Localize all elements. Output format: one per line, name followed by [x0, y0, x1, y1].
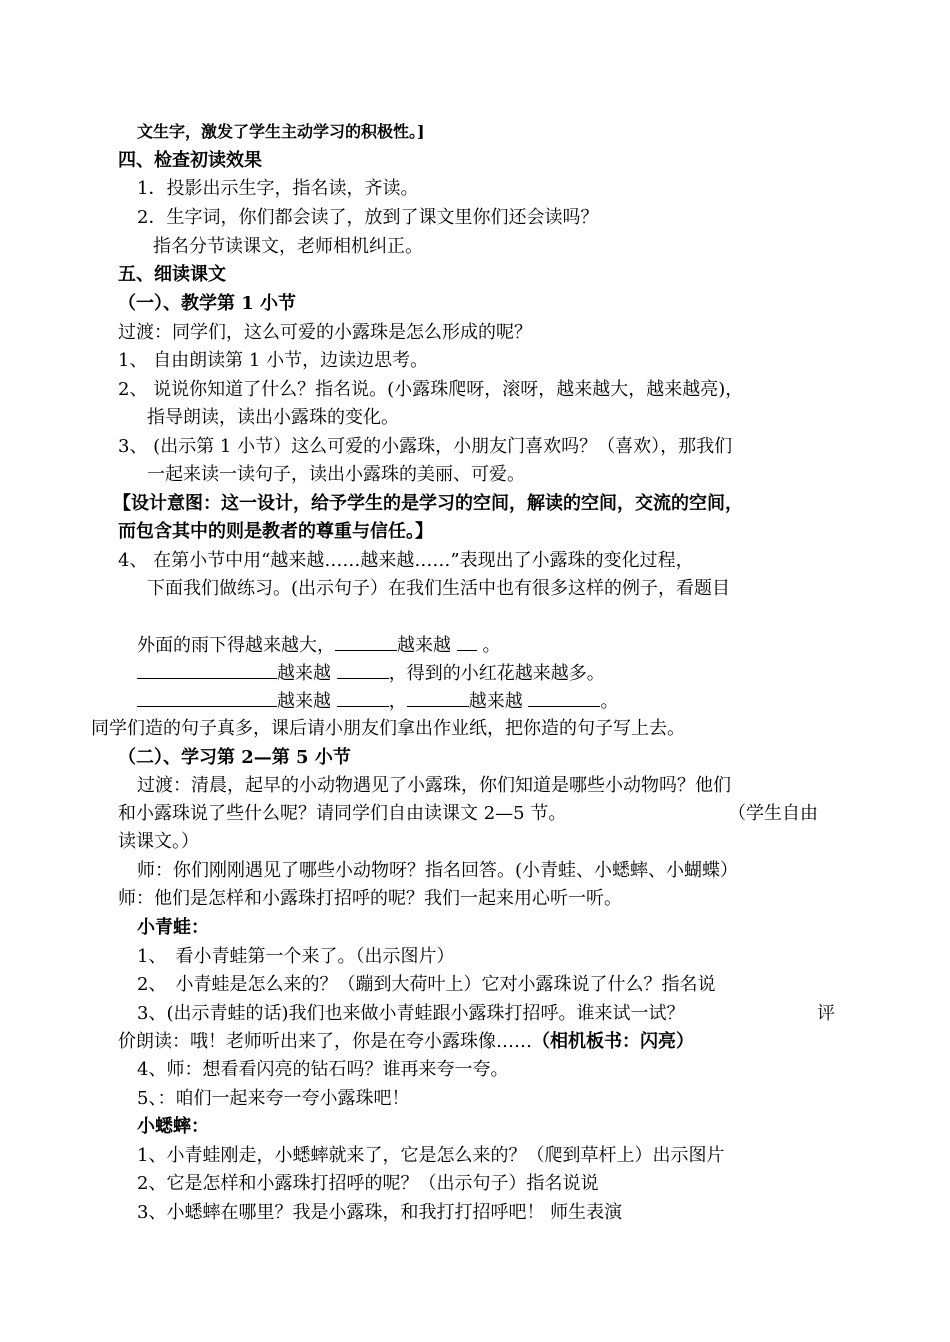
- step-text: 一起来读一读句子，读出小露珠的美丽、可爱。: [147, 464, 525, 485]
- step-text: 4、师：想看看闪亮的钻石吗？谁再来夸一夸。: [137, 1059, 509, 1080]
- teacher-text: 师：他们是怎样和小露珠打招呼的呢？我们一起来用心听一听。: [118, 888, 622, 909]
- subsection-heading-1: （一）、教学第 1 小节: [118, 293, 297, 314]
- exercise-text: 越来越: [397, 635, 451, 656]
- fill-blank: [137, 660, 277, 679]
- step-text: 5、：咱们一起来夸一夸小露珠吧！: [137, 1088, 410, 1109]
- step-text: 指导朗读，读出小露珠的变化。: [147, 407, 399, 428]
- step-text: 3、小蟋蟀在哪里？我是小露珠，和我打打招呼吧！ 师生表演: [137, 1202, 623, 1223]
- fill-blank: [335, 632, 397, 651]
- step-text: 1、 看小青蛙第一个来了。（出示图片）: [137, 946, 455, 967]
- design-intent-note: 【设计意图：这一设计，给予学生的是学习的空间，解读的空间，交流的空间，: [113, 493, 743, 514]
- exercise-text: 越来越: [468, 691, 523, 712]
- fill-blank: [528, 688, 600, 707]
- fill-blank: [407, 688, 469, 707]
- fill-blank: [137, 688, 277, 707]
- teacher-text: 师：你们刚刚遇见了哪些小动物呀？指名回答。(小青蛙、小蟋蟀、小蝴蝶）: [137, 860, 739, 881]
- step-text: 指名分节读课文，老师相机纠正。: [153, 236, 423, 257]
- fill-blank: [457, 632, 477, 651]
- summary-text: 同学们造的句子真多，课后请小朋友们拿出作业纸，把你造的句子写上去。: [91, 718, 685, 739]
- transition-text-tail: （学生自由: [728, 803, 818, 824]
- exercise-sentence-2: [137, 660, 605, 686]
- step-text: 2、 说说你知道了什么？指名说。(小露珠爬呀，滚呀，越来越大，越来越亮)，: [118, 379, 744, 400]
- exercise-sentence-3: [137, 688, 618, 714]
- step-text: 4、 在第小节中用“越来越……越来越……”表现出了小露珠的变化过程，: [118, 550, 694, 571]
- exercise-text: 。: [600, 691, 619, 712]
- transition-text: 和小露珠说了些什么呢？请同学们自由读课文 2—5 节。: [118, 803, 567, 824]
- animal-heading-cricket: 小蟋蟀：: [137, 1116, 209, 1137]
- exercise-sentence-1: [137, 632, 500, 658]
- exercise-text: 外面的雨下得越来越大，: [137, 635, 335, 656]
- step-text: 下面我们做练习。(出示句子）在我们生活中也有很多这样的例子，看题目: [147, 578, 731, 599]
- transition-text: 读课文。）: [118, 831, 199, 852]
- step-text: 3、(出示青蛙的话)我们也来做小青蛙跟小露珠打招呼。谁来试一试？: [137, 1003, 685, 1024]
- transition-text: 过渡：清晨，起早的小动物遇见了小露珠，你们知道是哪些小动物吗？他们: [137, 775, 731, 796]
- step-text: 2．生字词，你们都会读了，放到了课文里你们还会读吗？: [137, 207, 599, 228]
- design-note-end: 文生字，激发了学生主动学习的积极性。]: [137, 122, 425, 141]
- step-text: 3、 (出示第 1 小节）这么可爱的小露珠，小朋友门喜欢吗？（喜欢），那我们: [118, 436, 733, 457]
- design-intent-note: 而包含其中的则是教者的尊重与信任。】: [118, 521, 433, 542]
- step-text: 1．投影出示生字，指名读，齐读。: [137, 178, 419, 199]
- exercise-text: 。: [482, 635, 501, 656]
- step-text: 2、 小青蛙是怎么来的？（蹦到大荷叶上）它对小露珠说了什么？指名说: [137, 974, 716, 995]
- step-text: 2、它是怎样和小露珠打招呼的呢？（出示句子）指名说说: [137, 1173, 599, 1194]
- section-heading-4: 四、检查初读效果: [118, 150, 262, 171]
- animal-heading-frog: 小青蛙：: [137, 917, 209, 938]
- transition-text: 过渡：同学们，这么可爱的小露珠是怎么形成的呢？: [118, 322, 532, 343]
- board-note: （相机板书：闪亮）: [532, 1031, 694, 1052]
- exercise-text: 越来越: [277, 691, 331, 712]
- step-text: 1、 自由朗读第 1 小节，边读边思考。: [118, 350, 429, 371]
- step-text: 价朗读：哦！老师听出来了，你是在夸小露珠像……: [118, 1031, 532, 1052]
- exercise-text: ，得到的小红花越来越多。: [388, 663, 605, 684]
- step-text: [118, 1030, 694, 1054]
- exercise-text: 越来越: [277, 663, 331, 684]
- step-text: 1、小青蛙刚走，小蟋蟀就来了，它是怎么来的？（爬到草杆上）出示图片: [137, 1145, 725, 1166]
- fill-blank: [337, 688, 389, 707]
- fill-blank: [337, 660, 389, 679]
- step-text-tail: 评: [817, 1003, 835, 1024]
- section-heading-5: 五、细读课文: [118, 264, 226, 285]
- exercise-text: ，: [388, 691, 407, 712]
- subsection-heading-2: （二）、学习第 2—第 5 小节: [118, 747, 351, 768]
